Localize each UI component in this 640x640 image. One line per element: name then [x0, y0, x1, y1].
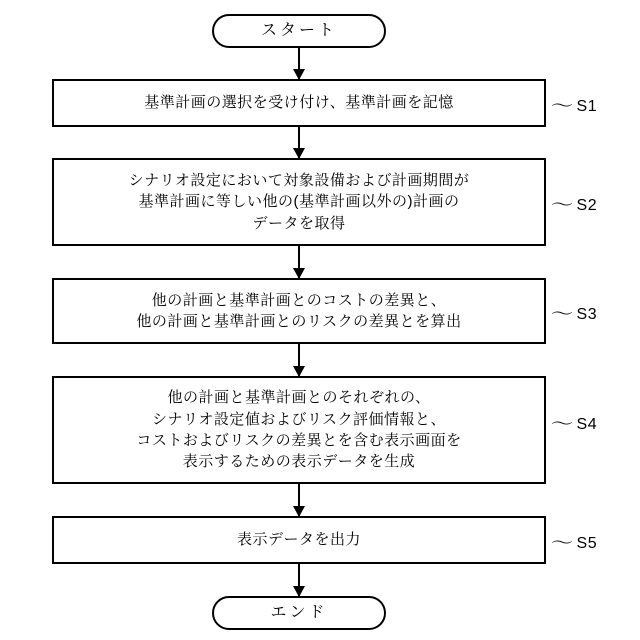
- flow-node-end: [212, 596, 386, 630]
- tilde-connector-icon: 〜: [550, 306, 574, 323]
- step-label-s2: [550, 192, 598, 215]
- flow-node-s2: [52, 158, 546, 246]
- step-label-s1: [550, 93, 598, 116]
- flow-arrow: [298, 484, 300, 516]
- flow-node-label: 他の計画と基準計画とのそれぞれの、 シナリオ設定値およびリスク評価情報と、 コストおよびリスクの差異とを含む表示画面を 表示するための表示データを生成: [136, 389, 462, 471]
- flow-node-s3: [52, 278, 546, 344]
- flow-arrow: [298, 344, 300, 376]
- step-label-text: S2: [576, 197, 598, 214]
- flow-arrow: [298, 127, 300, 158]
- step-label-s3: [550, 301, 598, 324]
- tilde-connector-icon: 〜: [550, 197, 574, 214]
- step-label-s4: [550, 411, 598, 434]
- step-label-text: S5: [576, 535, 598, 552]
- flow-node-s5: [52, 516, 546, 564]
- flow-arrow: [298, 246, 300, 278]
- flow-node-label: 表示データを出力: [236, 531, 361, 549]
- flow-node-label: 基準計画の選択を受け付け、基準計画を記憶: [144, 94, 454, 112]
- step-label-text: S3: [576, 306, 598, 323]
- flow-node-label: スタート: [260, 21, 337, 39]
- step-label-s5: [550, 530, 598, 553]
- tilde-connector-icon: 〜: [550, 535, 574, 552]
- flow-node-label: エンド: [270, 603, 328, 621]
- flow-arrow: [298, 564, 300, 596]
- flow-node-s4: [52, 376, 546, 484]
- flow-node-label: 他の計画と基準計画とのコストの差異と、 他の計画と基準計画とのリスクの差異とを算出: [136, 291, 462, 330]
- step-label-text: S4: [576, 416, 598, 433]
- flow-node-s1: [52, 79, 546, 127]
- tilde-connector-icon: 〜: [550, 416, 574, 433]
- flow-arrow: [298, 48, 300, 79]
- flow-node-label: シナリオ設定において対象設備および計画期間が 基準計画に等しい他の(基準計画以外の)計画の データを取得: [128, 172, 470, 232]
- tilde-connector-icon: 〜: [550, 98, 574, 115]
- step-label-text: S1: [576, 98, 598, 115]
- flow-node-start: [212, 14, 386, 48]
